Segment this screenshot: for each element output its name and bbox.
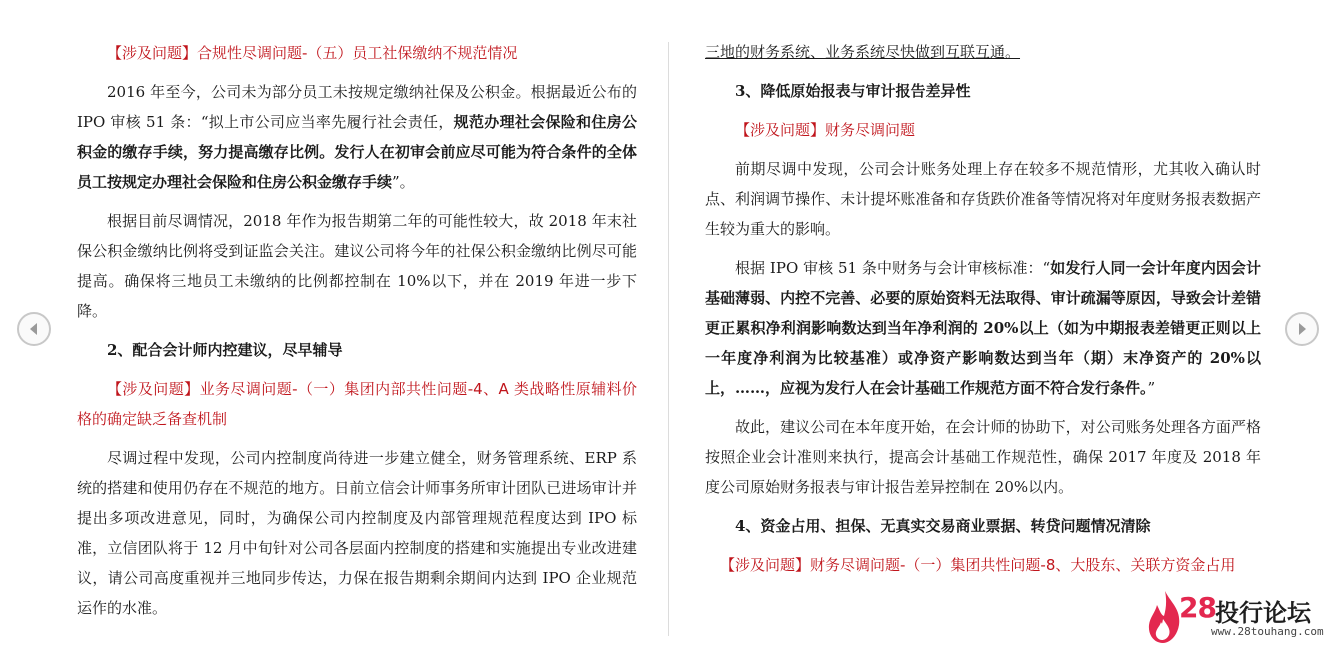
paragraph: 前期尽调中发现，公司会计账务处理上存在较多不规范情形，尤其收入确认时点、利润调节操作、未计提坏账准备和存货跌价准备等情况将对年度财务报表数据产生较为重大的影响。 <box>705 160 1261 238</box>
paragraph-bold-text: 如发行人同一会计年度内因会计基础薄弱、内控不完善、必要的原始资料无法取得、审计疏漏等原因，导致会计差错更正累积净利润影响数达到当年净利润的 20%以上（如为中期报表差错更正则以上一年度净利润为比较基准）或净资产影响数达到当年（期）末净资产的 20%以上，……，应视为发行人在会计基础工作规范方面不符合发行条件。 <box>705 259 1261 397</box>
chevron-left-icon <box>26 321 42 337</box>
section-heading: 4、资金占用、担保、无真实交易商业票据、转贷问题情况清除 <box>735 517 1151 535</box>
issue-tag: 【涉及问题】业务尽调问题-（一）集团内部共性问题-4、A 类战略性原辅料价格的确定缺乏备查机制 <box>77 380 637 428</box>
logo-name: 投行论坛 <box>1215 599 1311 627</box>
prev-page-button[interactable] <box>17 312 51 346</box>
section-heading: 2、配合会计师内控建议，尽早辅导 <box>107 341 343 359</box>
next-page-button[interactable] <box>1285 312 1319 346</box>
paragraph-text: 根据 IPO 审核 51 条中财务与会计审核标准：“ <box>735 259 1051 277</box>
chevron-right-icon <box>1294 321 1310 337</box>
right-column <box>705 0 1261 580</box>
paragraph-text: ” <box>1147 379 1156 397</box>
section-heading: 3、降低原始报表与审计报告差异性 <box>735 82 971 100</box>
issue-tag: 【涉及问题】财务尽调问题 <box>735 121 916 139</box>
paragraph <box>77 77 637 197</box>
column-divider <box>668 42 669 636</box>
paragraph-text: 2016 年至今，公司未为部分员工未按规定缴纳社保及公积金。根据最近公布的 IPO 审核 51 条：“拟上市公司应当率先履行社会责任， <box>77 83 637 131</box>
paragraph-bold-text: 规范办理社会保险和住房公积金的缴存手续，努力提高缴存比例。发行人在初审会前应尽可能为符合条件的全体员工按规定办理社会保险和住房公积金缴存手续 <box>77 113 637 191</box>
paragraph: 根据目前尽调情况，2018 年作为报告期第二年的可能性较大，故 2018 年末社保公积金缴纳比例将受到证监会关注。建议公司将今年的社保公积金缴纳比例尽可能提高。确保将三地员工未缴纳的比例都控制在 10%以下，并在 2019 年进一步下降。 <box>77 212 637 320</box>
logo-number: 28 <box>1179 591 1216 624</box>
paragraph-text: ”。 <box>392 173 415 191</box>
left-column <box>77 0 637 623</box>
paragraph <box>705 253 1261 403</box>
issue-tag: 【涉及问题】财务尽调问题-（一）集团共性问题-8、大股东、关联方资金占用 <box>720 556 1236 574</box>
paragraph: 故此，建议公司在本年度开始，在会计师的协助下，对公司账务处理各方面严格按照企业会计准则来执行，提高会计基础工作规范性，确保 2017 年度及 2018 年度公司原始财务报表与审计报告差异控制在 20%以内。 <box>705 418 1261 496</box>
site-logo <box>1145 587 1325 647</box>
paragraph: 尽调过程中发现，公司内控制度尚待进一步建立健全，财务管理系统、ERP 系统的搭建和使用仍存在不规范的地方。日前立信会计师事务所审计团队已进场审计并提出多项改进意见，同时，为确保公司内控制度及内部管理规范程度达到 IPO 标准，立信团队将于 12 月中旬针对公司各层面内控制度的搭建和实施提出专业改进建议，请公司高度重视并三地同步传达，力保在报告期剩余期间内达到 IPO 企业规范运作的水准。 <box>77 449 637 617</box>
logo-url: www.28touhang.com <box>1211 625 1324 638</box>
issue-tag: 【涉及问题】合规性尽调问题-（五）员工社保缴纳不规范情况 <box>107 44 518 62</box>
paragraph: 三地的财务系统、业务系统尽快做到互联互通。 <box>705 43 1021 61</box>
